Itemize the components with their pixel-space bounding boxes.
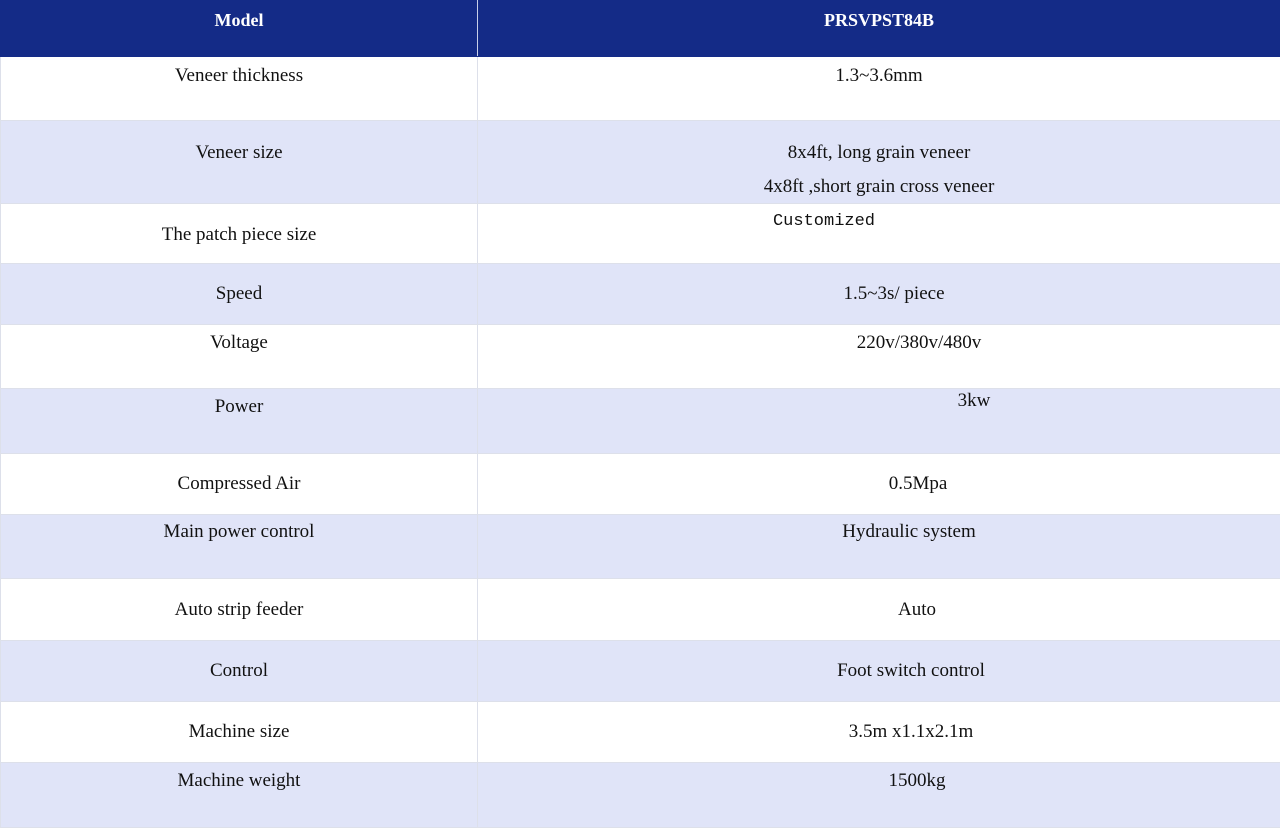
table-row xyxy=(1,641,1280,702)
row-value: 8x4ft, long grain veneer xyxy=(787,142,971,163)
row-value: Customized xyxy=(772,212,876,231)
table-row xyxy=(1,325,1280,389)
row-value: 1.5~3s/ piece xyxy=(843,283,945,304)
table-row xyxy=(1,121,1280,204)
header-value-cell xyxy=(478,1,1280,57)
row-value-cell xyxy=(478,325,1280,389)
row-value-cell xyxy=(478,389,1280,454)
table-row xyxy=(1,702,1280,763)
header-label: Model xyxy=(214,10,264,30)
row-value: 3.5m x1.1x2.1m xyxy=(848,721,974,742)
row-value-cell xyxy=(478,579,1280,641)
row-value: Foot switch control xyxy=(837,660,985,681)
table-row xyxy=(1,204,1280,264)
row-label-cell xyxy=(1,389,478,454)
row-value-cell xyxy=(478,454,1280,515)
table-row xyxy=(1,763,1280,828)
row-value-cell xyxy=(478,57,1280,121)
row-label: Control xyxy=(209,660,269,681)
row-label: Machine weight xyxy=(177,770,301,791)
row-label: Main power control xyxy=(163,521,315,542)
row-label-cell xyxy=(1,325,478,389)
row-label-cell xyxy=(1,763,478,828)
row-label: Speed xyxy=(215,283,263,304)
row-value-cell xyxy=(478,763,1280,828)
row-label-cell xyxy=(1,702,478,763)
row-label: Voltage xyxy=(210,332,268,353)
row-value: 1.3~3.6mm xyxy=(835,65,923,86)
row-label-cell xyxy=(1,204,478,264)
table-row xyxy=(1,515,1280,579)
row-label: Auto strip feeder xyxy=(174,599,304,620)
row-label-cell xyxy=(1,57,478,121)
row-label-cell xyxy=(1,579,478,641)
row-value-cell xyxy=(478,121,1280,204)
table-row xyxy=(1,264,1280,325)
header-label-cell xyxy=(1,1,478,57)
row-value-cell xyxy=(478,204,1280,264)
table-row xyxy=(1,579,1280,641)
row-value: 220v/380v/480v xyxy=(856,332,982,353)
row-label: The patch piece size xyxy=(161,224,317,245)
row-value-cell xyxy=(478,264,1280,325)
table-row xyxy=(1,389,1280,454)
row-value: 4x8ft ,short grain cross veneer xyxy=(763,176,995,197)
row-label: Compressed Air xyxy=(177,473,301,494)
row-value: Auto xyxy=(898,599,936,620)
row-value-cell xyxy=(478,702,1280,763)
row-label-cell xyxy=(1,641,478,702)
row-label-cell xyxy=(1,454,478,515)
table-row xyxy=(1,57,1280,121)
row-value-cell xyxy=(478,515,1280,579)
row-value: 1500kg xyxy=(888,770,946,791)
row-value-cell xyxy=(478,641,1280,702)
row-label-cell xyxy=(1,264,478,325)
row-value: 0.5Mpa xyxy=(888,473,948,494)
row-label: Power xyxy=(214,396,264,417)
row-value: 3kw xyxy=(957,390,991,411)
row-value: Hydraulic system xyxy=(842,521,976,542)
row-label-cell xyxy=(1,121,478,204)
row-label: Veneer thickness xyxy=(174,65,304,86)
row-label: Veneer size xyxy=(195,142,283,163)
row-label: Machine size xyxy=(188,721,290,742)
header-value: PRSVPST84B xyxy=(823,10,935,30)
table-header-row xyxy=(1,1,1280,57)
row-label-cell xyxy=(1,515,478,579)
table-row xyxy=(1,454,1280,515)
